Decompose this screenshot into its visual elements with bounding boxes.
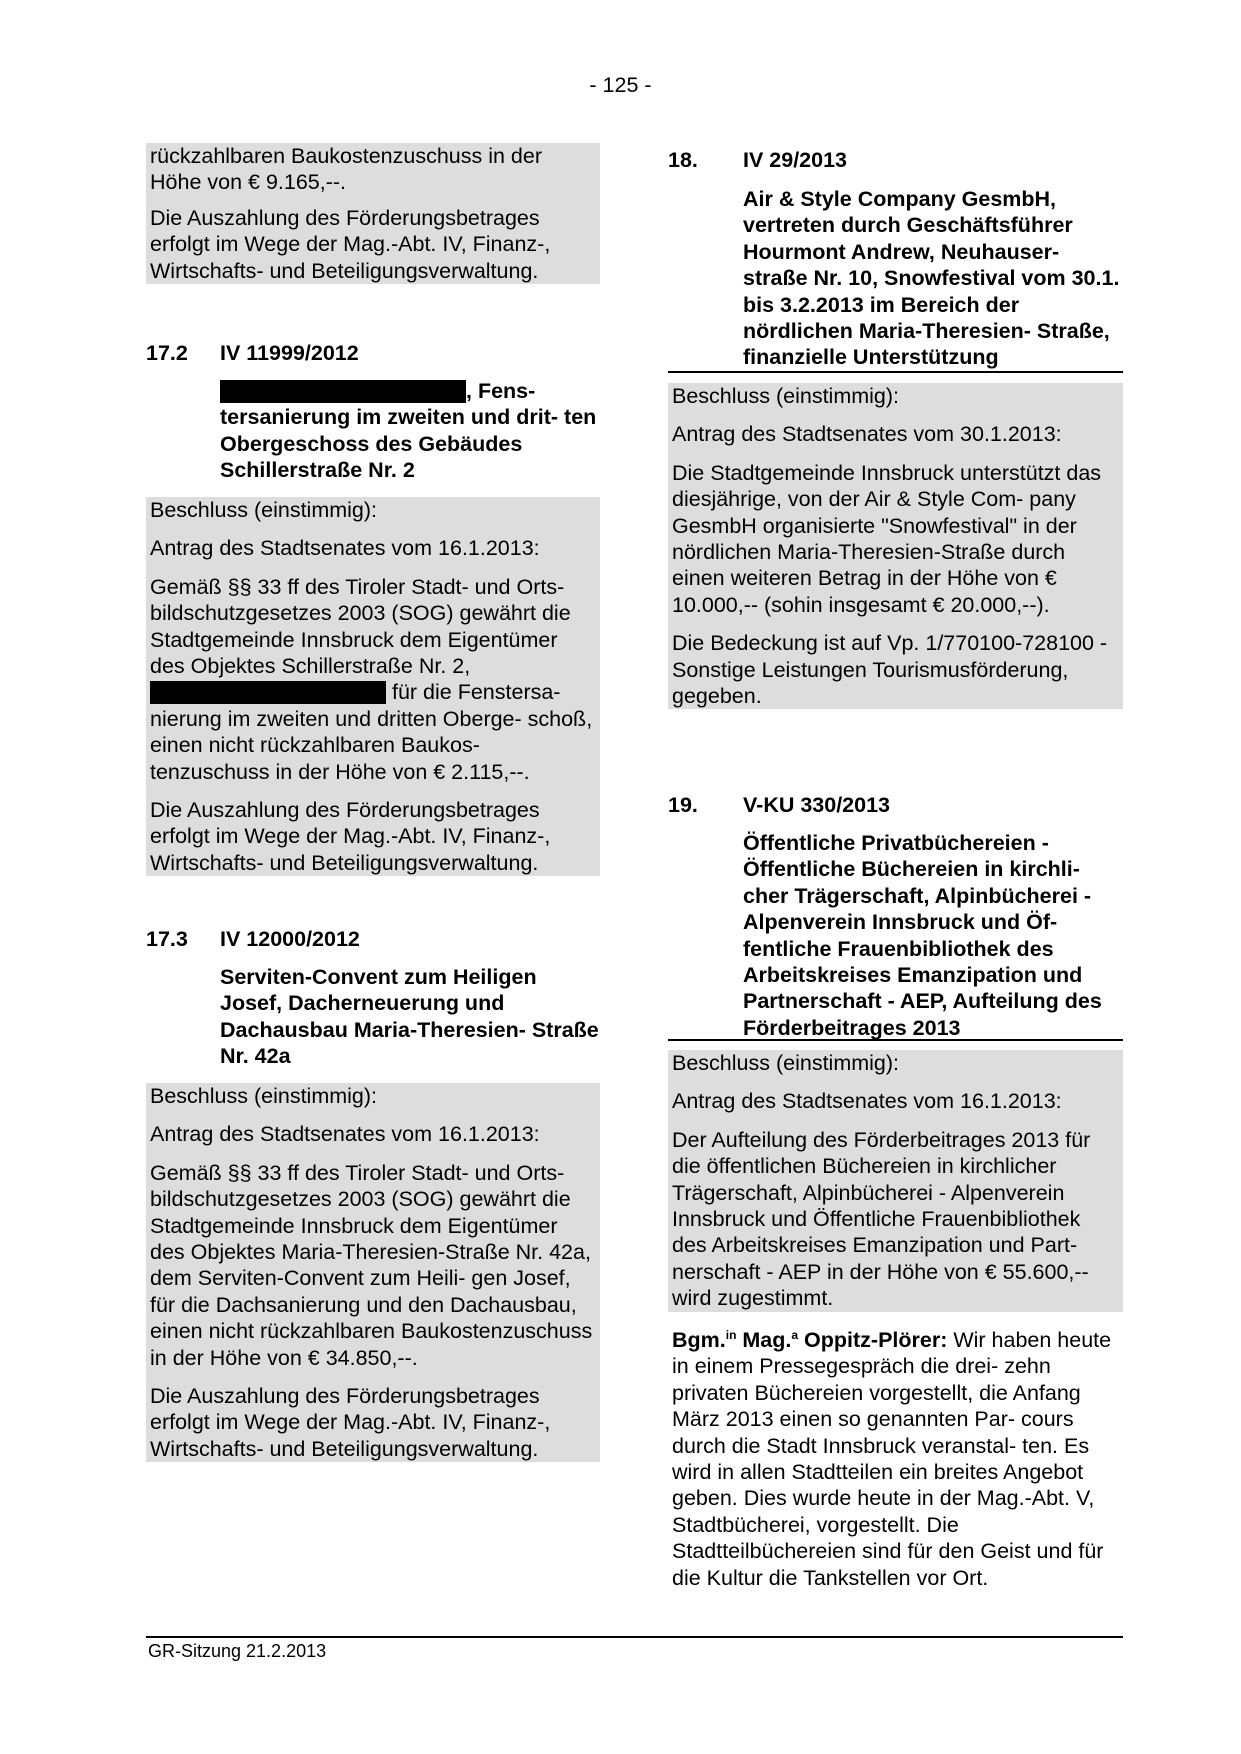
continued-resolution-box [146,143,600,284]
resolution-body: Gemäß §§ 33 ff des Tiroler Stadt- und Orts- bildschutzgesetzes 2003 (SOG) gewährt die Stadtgemeinde Innsbruck dem Eigentümer des Objektes Schillerstraße Nr. 2, für die Fenstersa- nierung im zweiten und dritten Oberge- schoß, einen nicht rückzahlbaren Baukos- tenzuschuss in der Höhe von € 2.115,--. [150,574,593,784]
beschluss-label: Beschluss (einstimmig): [150,498,377,522]
antrag-label: Antrag des Stadtsenates vom 16.1.2013: [150,536,540,561]
antrag-label: Antrag des Stadtsenates vom 16.1.2013: [150,1122,540,1147]
item-title: Öffentliche Privatbüchereien - Öffentliche Büchereien in kirchli- cher Trägerschaft, Alpinbücherei - Alpenverein Innsbruck und Öf- fentliche Frauenbibliothek des Arbeitskreises Emanzipation und Partnerschaft - AEP, Aufteilung des Förderbeitrages 2013 [743,831,1102,1040]
antrag-label: Antrag des Stadtsenates vom 30.1.2013: [672,422,1062,447]
speech-text: Wir haben heute in einem Pressegespräch die drei- zehn privaten Büchereien vorgestellt, die Anfang März 2013 einen so genannten Par- cours durch die Stadt Innsbruck veranstal- ten. Es wird in allen Stadtteilen ein breites Angebot geben. Dies wurde heute in der Mag.-Abt. V, Stadtbücherei, vorgestellt. Die Stadtteilbüchereien sind für den Geist und für die Kultur die Tankstellen vor Ort. [672,1328,1112,1590]
payout-text: Die Auszahlung des Förderungsbetrages erfolgt im Wege der Mag.-Abt. IV, Finanz-, Wirtschafts- und Beteiligungsverwaltung. [150,798,551,875]
item-number: 17.2 [146,341,188,365]
item-reference: IV 11999/2012 [220,341,359,365]
speaker-name: Bgm.$^{in}$ Mag.$^a$ Oppitz-Plörer: [672,1328,948,1352]
item-number: 18. [668,148,698,172]
antrag-label: Antrag des Stadtsenates vom 16.1.2013: [672,1089,1062,1114]
item-title: , Fens- tersanierung im zweiten und drit- ten Obergeschoss des Gebäudes Schillerstraße Nr. 2 [220,379,597,483]
resolution-box [146,497,600,876]
redaction-bar [220,380,466,403]
item-title: Air & Style Company GesmbH, vertreten durch Geschäftsführer Hourmont Andrew, Neuhauser- straße Nr. 10, Snowfestival vom 30.1. bis 3.2.2013 im Bereich der nördlichen Maria-Theresien- Straße, finanzielle Unterstützung [743,187,1120,370]
resolution-body: Die Stadtgemeinde Innsbruck unterstützt das diesjährige, von der Air & Style Com- pany GesmbH organisierte "Snowfestival" in der nördlichen Maria-Theresien-Straße durch einen weiteren Betrag in der Höhe von € 10.000,-- (sohin insgesamt € 20.000,--). [672,460,1102,617]
beschluss-label: Beschluss (einstimmig): [672,384,899,408]
item-reference: IV 12000/2012 [220,927,360,951]
item-title-rest: tersanierung im zweiten und drit- ten Obergeschoss des Gebäudes Schillerstraße Nr. 2 [220,405,597,483]
footer-divider [146,1636,1123,1638]
item-reference: V-KU 330/2013 [743,793,891,817]
coverage-text: Die Bedeckung ist auf Vp. 1/770100-728100 - Sonstige Leistungen Tourismusförderung, gegeben. [672,631,1108,709]
title-divider [668,371,1123,373]
page-number: - 125 - [589,73,652,97]
item-title: Serviten-Convent zum Heiligen Josef, Dacherneuerung und Dachausbau Maria-Theresien- Straße Nr. 42a [220,965,599,1069]
continued-payout-text: Die Auszahlung des Förderungsbetrages erfolgt im Wege der Mag.-Abt. IV, Finanz-, Wirtschafts- und Beteiligungsverwaltung. [150,205,551,283]
payout-text: Die Auszahlung des Förderungsbetrages erfolgt im Wege der Mag.-Abt. IV, Finanz-, Wirtschafts- und Beteiligungsverwaltung. [150,1384,551,1461]
speaker-paragraph [668,1327,1123,1591]
footer-text: GR-Sitzung 21.2.2013 [148,1641,327,1661]
redaction-bar [150,681,386,704]
resolution-body: Gemäß §§ 33 ff des Tiroler Stadt- und Orts- bildschutzgesetzes 2003 (SOG) gewährt die Stadtgemeinde Innsbruck dem Eigentümer des Objektes Maria-Theresien-Straße Nr. 42a, dem Serviten-Convent zum Heili- gen Josef, für die Dachsanierung und den Dachausbau, einen nicht rückzahlbaren Baukostenzuschuss in der Höhe von € 34.850,--. [150,1160,593,1370]
resolution-box [146,1083,600,1462]
item-number: 19. [668,793,698,817]
resolution-box [668,1050,1123,1312]
item-reference: IV 29/2013 [743,148,848,172]
item-number: 17.3 [146,927,188,951]
resolution-body: Der Aufteilung des Förderbeitrages 2013 für die öffentlichen Büchereien in kirchlicher Trägerschaft, Alpinbücherei - Alpenverein Innsbruck und Öffentliche Frauenbibliothek des Arbeitskreises Emanzipation und Part- nerschaft - AEP in der Höhe von € 55.600,-- wird zugestimmt. [672,1127,1091,1311]
beschluss-label: Beschluss (einstimmig): [150,1084,377,1108]
continued-text: rückzahlbaren Baukostenzuschuss in der Höhe von € 9.165,--. [150,144,542,195]
resolution-box [668,383,1123,709]
title-divider [668,1039,1123,1041]
beschluss-label: Beschluss (einstimmig): [672,1051,899,1075]
